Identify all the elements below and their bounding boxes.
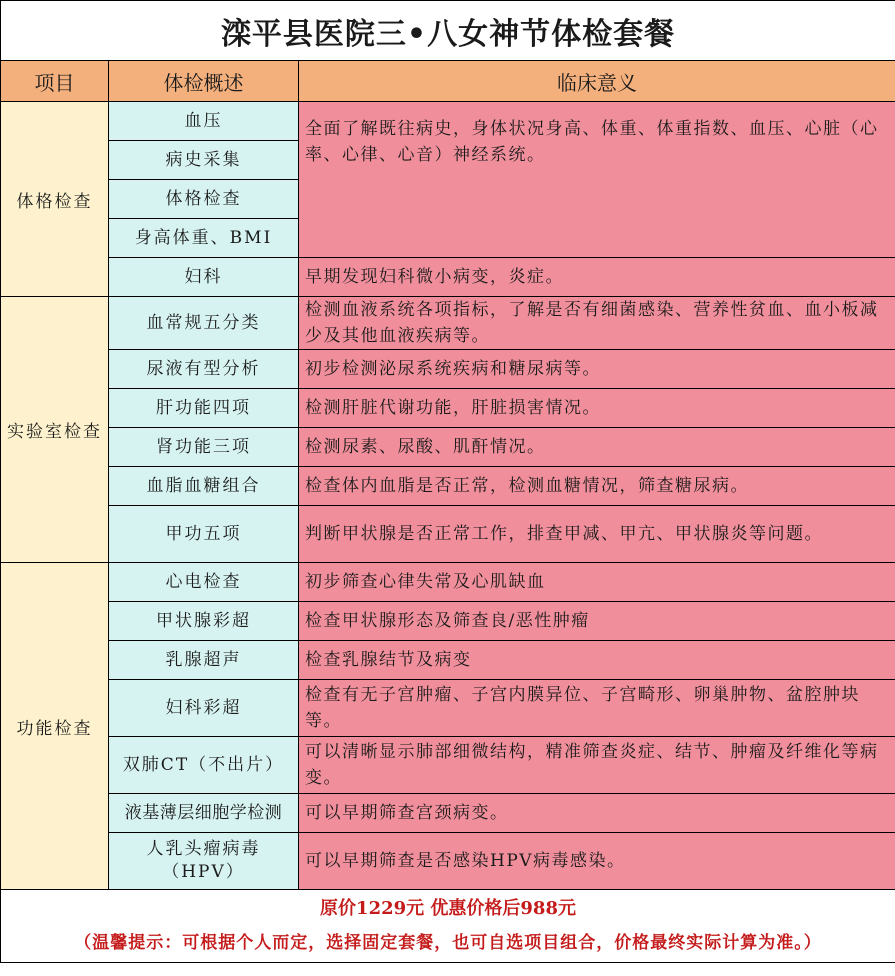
desc-cell: 检查乳腺结节及病变: [299, 641, 895, 680]
desc-cell: 初步筛查心律失常及心肌缺血: [299, 563, 895, 602]
item-cell: 双肺CT（不出片）: [109, 737, 299, 794]
header-significance: 临床意义: [299, 61, 895, 102]
table-row: [1, 350, 895, 389]
header-category: 项目: [1, 61, 109, 102]
item-cell: 身高体重、BMI: [109, 219, 299, 258]
title-row: [1, 1, 895, 61]
item-cell: 甲功五项: [109, 506, 299, 563]
desc-cell-merged: 全面了解既往病史，身体状况身高、体重、体重指数、血压、心脏（心率、心律、心音）神经系统。: [299, 102, 895, 258]
table-row: [1, 258, 895, 297]
desc-cell: 检查体内血脂是否正常，检测血糖情况，筛查糖尿病。: [299, 467, 895, 506]
item-cell: 妇科彩超: [109, 680, 299, 737]
desc-cell: 检测肝脏代谢功能，肝脏损害情况。: [299, 389, 895, 428]
desc-cell: 检查有无子宫肿瘤、子宫内膜异位、子宫畸形、卵巢肿物、盆腔肿块等。: [299, 680, 895, 737]
desc-cell: 可以早期筛查宫颈病变。: [299, 794, 895, 833]
table-row: [1, 297, 895, 350]
footer: [1, 890, 895, 963]
desc-cell: 早期发现妇科微小病变，炎症。: [299, 258, 895, 297]
table-row: [1, 641, 895, 680]
item-cell: 液基薄层细胞学检测: [109, 794, 299, 833]
header-row: [1, 61, 895, 102]
item-cell: 人乳头瘤病毒（HPV）: [109, 833, 299, 890]
item-cell: 心电检查: [109, 563, 299, 602]
table-row: [1, 563, 895, 602]
item-cell: 妇科: [109, 258, 299, 297]
table-row: [1, 602, 895, 641]
table-row: [1, 737, 895, 794]
table-row: [1, 428, 895, 467]
page-title: 滦平县医院三•八女神节体检套餐: [1, 1, 895, 61]
desc-cell: 检测尿素、尿酸、肌酐情况。: [299, 428, 895, 467]
desc-cell: 可以早期筛查是否感染HPV病毒感染。: [299, 833, 895, 890]
desc-cell: 检测血液系统各项指标，了解是否有细菌感染、营养性贫血、血小板减少及其他血液疾病等。: [299, 297, 895, 350]
table-row: [1, 389, 895, 428]
item-cell: 肝功能四项: [109, 389, 299, 428]
table-row: [1, 833, 895, 890]
item-cell: 肾功能三项: [109, 428, 299, 467]
footer-row: [1, 890, 895, 963]
table-row: [1, 794, 895, 833]
item-cell: 体格检查: [109, 180, 299, 219]
item-cell: 血脂血糖组合: [109, 467, 299, 506]
item-cell: 病史采集: [109, 141, 299, 180]
tip-text: （温馨提示：可根据个人而定，选择固定套餐，也可自选项目组合，价格最终实际计算为准。）: [74, 933, 822, 953]
item-cell: 尿液有型分析: [109, 350, 299, 389]
table-row: [1, 506, 895, 563]
desc-cell: 检查甲状腺形态及筛查良/恶性肿瘤: [299, 602, 895, 641]
table-row: [1, 680, 895, 737]
price-text: 原价1229元 优惠价格后988元: [320, 898, 576, 919]
item-cell: 甲状腺彩超: [109, 602, 299, 641]
desc-cell: 可以清晰显示肺部细微结构，精准筛查炎症、结节、肿瘤及纤维化等病变。: [299, 737, 895, 794]
category-lab-tests: 实验室检查: [1, 297, 109, 563]
item-cell: 乳腺超声: [109, 641, 299, 680]
item-cell: 血压: [109, 102, 299, 141]
desc-cell: 判断甲状腺是否正常工作，排查甲减、甲亢、甲状腺炎等问题。: [299, 506, 895, 563]
category-physical-exam: 体格检查: [1, 102, 109, 297]
category-functional-tests: 功能检查: [1, 563, 109, 890]
item-cell: 血常规五分类: [109, 297, 299, 350]
header-overview: 体检概述: [109, 61, 299, 102]
table-row: [1, 102, 895, 141]
desc-cell: 初步检测泌尿系统疾病和糖尿病等。: [299, 350, 895, 389]
table-row: [1, 467, 895, 506]
